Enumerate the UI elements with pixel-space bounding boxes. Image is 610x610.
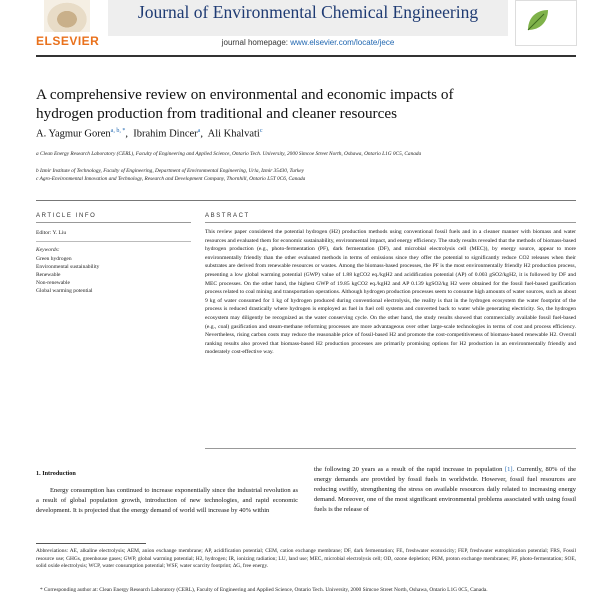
author-affiliation-marker[interactable]: a, b, * — [110, 128, 126, 134]
homepage-label: journal homepage: — [221, 38, 288, 47]
journal-title[interactable]: Journal of Environmental Chemical Engineering — [137, 2, 479, 22]
paragraph-text: . Currently, 80% of the energy demands are provided by fossil fuels in worldwide. However, fossil fuel resources are reducing swiftly, strengthening the stress on available resources daily related to increasing energy demand. Moreover, one of the most significant environmental problems associated with using fossil fuels is the release of — [314, 466, 576, 513]
abbreviations-footnote: Abbreviations: AE, alkaline electrolysis; AEM, anion exchange membrane; AP, acidification potential; CEM, cation exchange membrane; DF, dark fermentation; FE, freshwater ecotoxicity; FEP, freshwater eutrophication potential; FRS, Fossil resource use; GHGs, greenhouse gases; GWP, global warming potential; H2, hydrogen; IR, ionizing radiation; LU, land use; MEC, microbial electrolysis cell; OD, ozone depletion; PEM, proton exchange membranes; PF, photo-fermentation; SOE, solid oxide electrolysis; WCP, water consumption potential; WSF, water scarcity footprint; ΔG, free energy. — [36, 548, 576, 570]
section-divider — [36, 200, 576, 201]
footnote-rule — [36, 543, 146, 544]
journal-homepage — [108, 38, 508, 47]
affiliation: a Clean Energy Research Laboratory (CERL), Faculty of Engineering and Applied Science, Ontario Tech. University, 2000 Simcoe Street North, Oshawa, Ontario L1G 0C5, Canada — [36, 151, 422, 157]
divider — [205, 222, 576, 223]
author-list: A. Yagmur Goren$^{a, b, *}$, Ibrahim Dincer$^a$, Ali Khalvati$^c$ — [36, 128, 263, 140]
divider — [36, 241, 191, 242]
article-info-heading: ARTICLE INFO — [36, 213, 97, 219]
keyword: Environmental sustainability — [36, 264, 100, 270]
article-title: A comprehensive review on environmental and economic impacts of hydrogen production from traditional and cleaner resources — [36, 86, 454, 122]
elsevier-tree-logo — [44, 0, 90, 32]
keyword: Global warming potential — [36, 288, 93, 294]
author-affiliation-marker[interactable]: c — [259, 128, 263, 134]
keywords-heading: Keywords: — [36, 247, 60, 253]
abstract-text: This review paper considered the potential hydrogen (H2) production methods using conventional fossil fuels and in a cleaner manner with biomass and water resources and evaluated them for economic sustainability, environmental impact, and energy efficiency. The study results revealed that the methods of biomass-based hydrogen production (e.g., photo-fermentation (PF), dark fermentation (DF), and microbial electrolysis cell (MEC)), by energy source, appear to more environmentally friendly than the other evaluated methods in terms of emissions since they offer the potential to significantly reduce CO2 releases when their substrates are derived from renewable resources or wastes. Among the biomass-based processes, the PF is the most environmentally friendly H2 production process, presenting a low global warming potential (GWP) value of 1.88 kgCO2 eq./kgH2 and acidification potential (AP) of 0.003 gSO2/kgH2, it is followed by DF and MEC processes. On the other hand, the highest GWP of 19.85 kgCO2 eq./kgH2 and AP 0.139 kgSO2/kg H2 were obtained for the fossil fuel-based gasification process related to coal mining and transportation operations. Although hydrogen production processes seem to consume high amounts of water sources, such as about 9 kg of water consumed for 1 kg of hydrogen produced during conventional electrolysis, the reality is that in the hydrogen ecosystem the water footprint of the process is reduced drastically where hydrogen is employed as fuel in fuel cell systems and converted back to water while generating electricity. So, the hydrogen ecosystem may diligently be recognized as the water conserving cycle. On the other hand, the study results showed that commercially available fossil fuel-based (e.g., coal) gasification and steam-methane reforming processes are more advantageous over other large-scale technologies in terms of cost and process efficiency. Nevertheless, rising carbon costs may reduce the reasonable price of fossil-based H2 and promote the cost-competitiveness of biomass-based renewable H2. Overall ranking results also proved that biomass-based H2 production processes are primarily promising options for H2 production in an environmentally friendly and moderately cost-effective way. — [205, 229, 576, 356]
divider — [36, 222, 191, 223]
affiliation: c Agro-Environmental Innovation and Technology, Research and Development Company, Thornhill, Ontario L5T 0C6, Canada — [36, 176, 306, 182]
introduction-paragraph: Energy consumption has continued to increase exponentially since the industrial revolution as a result of global population growth, introduction of new technologies, and rapid economic development. It is projected that the energy demand of world will increase by 40% within — [36, 487, 298, 514]
keyword: Green hydrogen — [36, 256, 72, 262]
keyword: Non-renewable — [36, 280, 70, 286]
citation-link[interactable]: [1] — [504, 466, 513, 473]
divider — [205, 448, 576, 449]
affiliation: b Izmir Institute of Technology, Faculty of Engineering, Department of Environmental Engineering, Urla, Izmir 35430, Turkey — [36, 168, 304, 174]
corresponding-author-footnote: * Corresponding author at: Clean Energy Research Laboratory (CERL), Faculty of Engineering and Applied Science, Ontario Tech. University, 2000 Simcoe Street North, Oshawa, Ontario L1G 0C5, Canada. — [40, 587, 488, 593]
abstract-heading: ABSTRACT — [205, 213, 250, 219]
author-name[interactable]: Ibrahim Dincer — [133, 128, 198, 140]
author-name[interactable]: A. Yagmur Goren — [36, 128, 111, 140]
introduction-paragraph-continued — [314, 465, 576, 515]
author-affiliation-marker[interactable]: a — [197, 128, 201, 134]
introduction-heading: 1. Introduction — [36, 470, 76, 477]
paragraph-text: the following 20 years as a result of the rapid increase in population — [314, 466, 505, 473]
editor-line: Editor: Y. Liu — [36, 230, 67, 236]
leaf-icon — [524, 6, 552, 34]
publisher-logo: ELSEVIER — [36, 34, 100, 48]
author-name[interactable]: Ali Khalvati — [207, 128, 260, 140]
keyword: Renewable — [36, 272, 61, 278]
header-rule — [36, 55, 576, 57]
homepage-link[interactable]: www.elsevier.com/locate/jece — [290, 38, 395, 47]
